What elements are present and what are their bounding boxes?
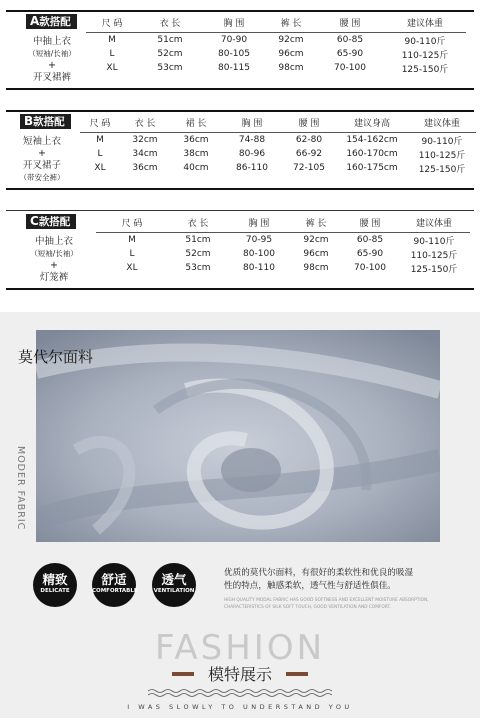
table-cell: 74-88	[222, 133, 282, 148]
table-cell: L	[97, 149, 103, 159]
table-cell: 70-100	[334, 63, 366, 73]
table-cell: 90-110斤	[408, 133, 476, 148]
table-cell: 36cm	[170, 133, 222, 148]
table-cell: 62-80	[282, 133, 336, 148]
table-cell: L	[129, 249, 135, 259]
section-tag: A款搭配	[26, 14, 77, 29]
table-header: 衣 长	[134, 118, 156, 129]
table-cell: L	[109, 49, 115, 59]
table-cell: 125-150斤	[401, 64, 449, 75]
table-cell: 86-110	[236, 163, 268, 173]
table-row	[80, 133, 476, 148]
table-header: 裙 长	[185, 118, 207, 129]
table-cell: 52cm	[157, 49, 183, 59]
table-cell: 36cm	[132, 163, 158, 173]
fabric-description: 优质的莫代尔面料，有很好的柔软性和优良的吸湿 性的特点，触感柔软，透气性与舒适性俱佳。	[224, 568, 414, 591]
table-cell: 70-100	[354, 263, 386, 273]
table-cell: 80-115	[218, 63, 250, 73]
table-row	[86, 33, 466, 48]
feature-badge-delicate	[33, 563, 77, 607]
table-cell: 90-110斤	[398, 233, 470, 248]
table-header: 腰 围	[339, 18, 361, 29]
table-cell: 110-125斤	[410, 250, 458, 261]
table-cell: 96cm	[303, 249, 329, 259]
table-cell: 92cm	[290, 233, 342, 248]
table-cell: 51cm	[168, 233, 228, 248]
table-header: 尺 码	[101, 18, 123, 29]
size-section-c	[0, 200, 480, 300]
wave-divider-icon	[148, 688, 332, 698]
feature-badge-comfortable	[92, 563, 136, 607]
feature-en: DELICATE	[40, 588, 70, 594]
table-cell: 34cm	[132, 149, 158, 159]
table-cell: 98cm	[278, 63, 304, 73]
table-row	[80, 161, 476, 175]
table-cell: 40cm	[183, 163, 209, 173]
table-row	[96, 261, 470, 275]
fashion-watermark: FASHION	[154, 628, 326, 668]
section-rule	[6, 188, 474, 190]
table-header: 建议身高	[353, 118, 390, 129]
table-row	[96, 233, 470, 248]
table-row	[80, 147, 476, 161]
table-cell: 65-90	[336, 49, 364, 59]
table-cell: 70-90	[202, 33, 266, 48]
table-cell: 80-100	[243, 249, 275, 259]
table-header: 衣 长	[187, 218, 209, 229]
table-header: 腰 围	[298, 118, 320, 129]
fabric-photo	[36, 330, 440, 542]
table-cell: 38cm	[183, 149, 209, 159]
table-cell: 51cm	[138, 33, 202, 48]
size-table	[80, 112, 476, 175]
table-cell: 60-85	[342, 233, 398, 248]
table-header: 裤 长	[305, 218, 327, 229]
table-cell: 80-110	[243, 263, 275, 273]
size-section-b	[0, 100, 480, 200]
table-cell: 53cm	[157, 63, 183, 73]
size-section-a	[0, 0, 480, 100]
table-cell: 80-105	[218, 49, 250, 59]
table-row	[96, 247, 470, 261]
table-header: 腰 围	[359, 218, 381, 229]
model-section-title: 模特展示	[207, 665, 272, 684]
table-cell: XL	[94, 163, 106, 173]
table-cell: 160-170cm	[346, 149, 398, 159]
size-table	[86, 12, 466, 75]
section-tag: B款搭配	[20, 114, 71, 129]
table-header: 胸 围	[223, 18, 245, 29]
combo-description: 短袖上衣 + 开叉裙子 （带安全裤）	[19, 136, 65, 182]
table-header: 裤 长	[280, 18, 302, 29]
table-header: 尺 码	[89, 118, 111, 129]
size-table	[96, 212, 470, 275]
table-header: 胸 围	[241, 118, 263, 129]
section-tag: C款搭配	[26, 214, 76, 229]
table-row	[86, 61, 466, 75]
section-rule	[6, 210, 474, 211]
table-cell: 98cm	[303, 263, 329, 273]
table-cell: 154-162cm	[336, 133, 408, 148]
feature-cn: 透气	[161, 572, 187, 587]
fabric-description-en: HIGH QUALITY MODAL FABRIC HAS GOOD SOFTNESS AND EXCELLENT MOISTURE ABSORPTION, CHARACTERISTICS OF SILK SOFT TOUCH, GOOD VENTILATION AND COMFORT.	[224, 598, 429, 610]
table-cell: 90-110斤	[384, 33, 466, 48]
table-header: 建议体重	[415, 218, 452, 229]
table-cell: 70-95	[228, 233, 290, 248]
table-cell: 160-175cm	[346, 163, 398, 173]
table-header: 尺 码	[121, 218, 143, 229]
combo-description: 中抽上衣 （短袖/长袖） + 开叉裙裤	[28, 36, 76, 83]
section-rule	[6, 88, 474, 90]
table-row	[86, 47, 466, 61]
section-rule	[6, 288, 474, 290]
table-header: 胸 围	[248, 218, 270, 229]
combo-description: 中抽上衣 （短袖/长袖） + 灯笼裤	[30, 236, 78, 283]
table-cell: 92cm	[266, 33, 316, 48]
table-cell: M	[80, 133, 120, 148]
feature-badge-ventilation	[152, 563, 196, 607]
table-cell: 110-125斤	[418, 150, 466, 161]
table-cell: M	[96, 233, 168, 248]
table-cell: 72-105	[293, 163, 325, 173]
side-vertical-text: MODER FABRIC	[15, 446, 26, 531]
table-header: 建议体重	[423, 118, 460, 129]
table-cell: 60-85	[316, 33, 384, 48]
table-cell: 125-150斤	[418, 164, 466, 175]
table-cell: 52cm	[185, 249, 211, 259]
fabric-title: 莫代尔面料	[18, 348, 94, 366]
table-cell: 53cm	[185, 263, 211, 273]
table-cell: 96cm	[278, 49, 304, 59]
table-cell: 110-125斤	[401, 50, 449, 61]
feature-en: COMFORTABLE	[92, 588, 138, 594]
table-header: 建议体重	[406, 18, 443, 29]
slogan: I WAS SLOWLY TO UNDERSTAND YOU	[127, 703, 353, 711]
table-cell: 125-150斤	[410, 264, 458, 275]
table-cell: 32cm	[120, 133, 170, 148]
table-cell: 65-90	[356, 249, 384, 259]
table-cell: 80-96	[238, 149, 266, 159]
feature-en: VENTILATION	[153, 588, 195, 594]
table-cell: XL	[126, 263, 138, 273]
table-cell: 66-92	[295, 149, 323, 159]
feature-cn: 精致	[42, 572, 68, 587]
table-header: 衣 长	[159, 18, 181, 29]
table-cell: XL	[106, 63, 118, 73]
feature-cn: 舒适	[101, 572, 127, 587]
table-cell: M	[86, 33, 138, 48]
